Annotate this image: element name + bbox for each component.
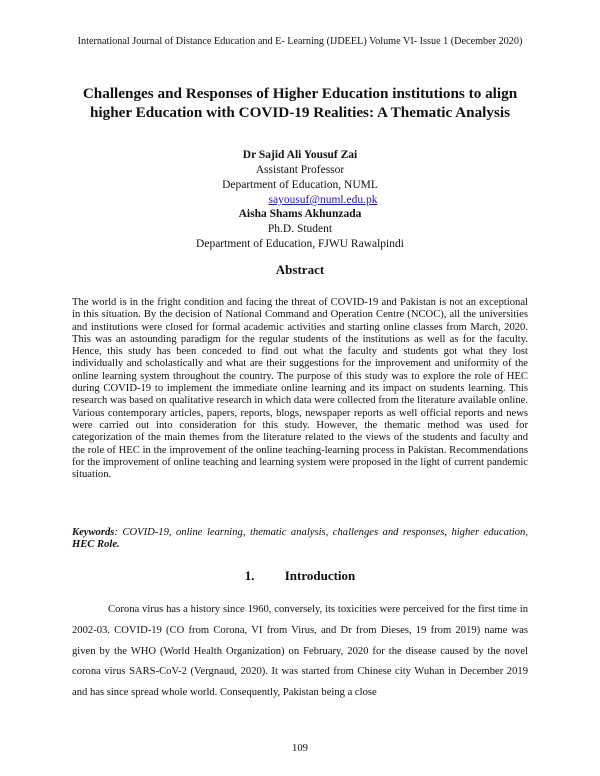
journal-header: International Journal of Distance Education and E- Learning (IJDEEL) Volume VI- Issue 1 (December 2020) bbox=[77, 36, 523, 47]
keywords-text: : COVID-19, online learning, thematic analysis, challenges and responses, higher education, bbox=[114, 527, 528, 538]
keywords-label: Keywords bbox=[72, 527, 115, 538]
section-heading-introduction bbox=[0, 568, 600, 584]
author-1-block bbox=[0, 148, 600, 208]
page-number: 109 bbox=[292, 743, 308, 754]
keywords-last: HEC Role. bbox=[72, 539, 120, 551]
introduction-paragraph: Corona virus has a history since 1960, conversely, its toxicities were perceived for the first time in 2002-03. COVID-19 (CO from Corona, VI from Virus, and Dr from Dieses, 19 from 2019) name was given by the WHO (World Health Organization) on February, 2020 for the disease caused by the novel corona virus SARS-CoV-2 (Vergnaud, 2020). It was started from Chinese city Wuhan in December 2019 and has since spread whole world. Consequently, Pakistan being a close bbox=[72, 604, 528, 699]
author-1-role: Assistant Professor bbox=[255, 164, 345, 176]
section-number: 1. bbox=[244, 568, 255, 583]
abstract-heading: Abstract bbox=[275, 262, 325, 277]
author-1-email-link[interactable]: sayousuf@numl.edu.pk bbox=[268, 194, 378, 206]
abstract-text: The world is in the fright condition and facing the threat of COVID-19 and Pakistan is not an exceptional in this situation. By the decision of National Command and Operation Centre (NCOC), all the universities and institutions were closed for formal academic activities and starting online classes from March, 2020. This was an astounding paradigm for the regular students of the institutions as well as for the faculty. Hence, this study has been conceded to find out what the faculty and students got what they lost individually and scholastically and what are their suggestions for the improvement and uniformity of the online learning system throughout the country. The purpose of this study was to explore the role of HEC during COVID-19 to implement the immediate online learning and its impact on students learning. This research was based on qualitative research in which data were collected from the literature available online. Various contemporary articles, papers, reports, blogs, newspaper reports as well official reports and news were carried out into consideration for this study. However, the thematic method was used for categorization of the main themes from the literature related to the views of the students and faculty and the role of HEC in the improvement of the online teaching-learning process in Pakistan. Recommendations for the improvement of online teaching and learning system were proposed in the light of current pandemic situation. bbox=[72, 297, 528, 481]
author-1-dept: Department of Education, NUML bbox=[222, 179, 378, 191]
author-2-block bbox=[0, 207, 600, 252]
section-title: Introduction bbox=[284, 568, 356, 583]
author-1-name: Dr Sajid Ali Yousuf Zai bbox=[242, 149, 358, 161]
author-2-name: Aisha Shams Akhunzada bbox=[238, 208, 362, 220]
author-2-role: Ph.D. Student bbox=[267, 223, 333, 235]
author-2-dept: Department of Education, FJWU Rawalpindi bbox=[196, 238, 404, 250]
paper-title: Challenges and Responses of Higher Education institutions to align higher Education with COVID-19 Realities: A Thematic Analysis bbox=[82, 85, 518, 121]
keywords bbox=[72, 527, 528, 552]
